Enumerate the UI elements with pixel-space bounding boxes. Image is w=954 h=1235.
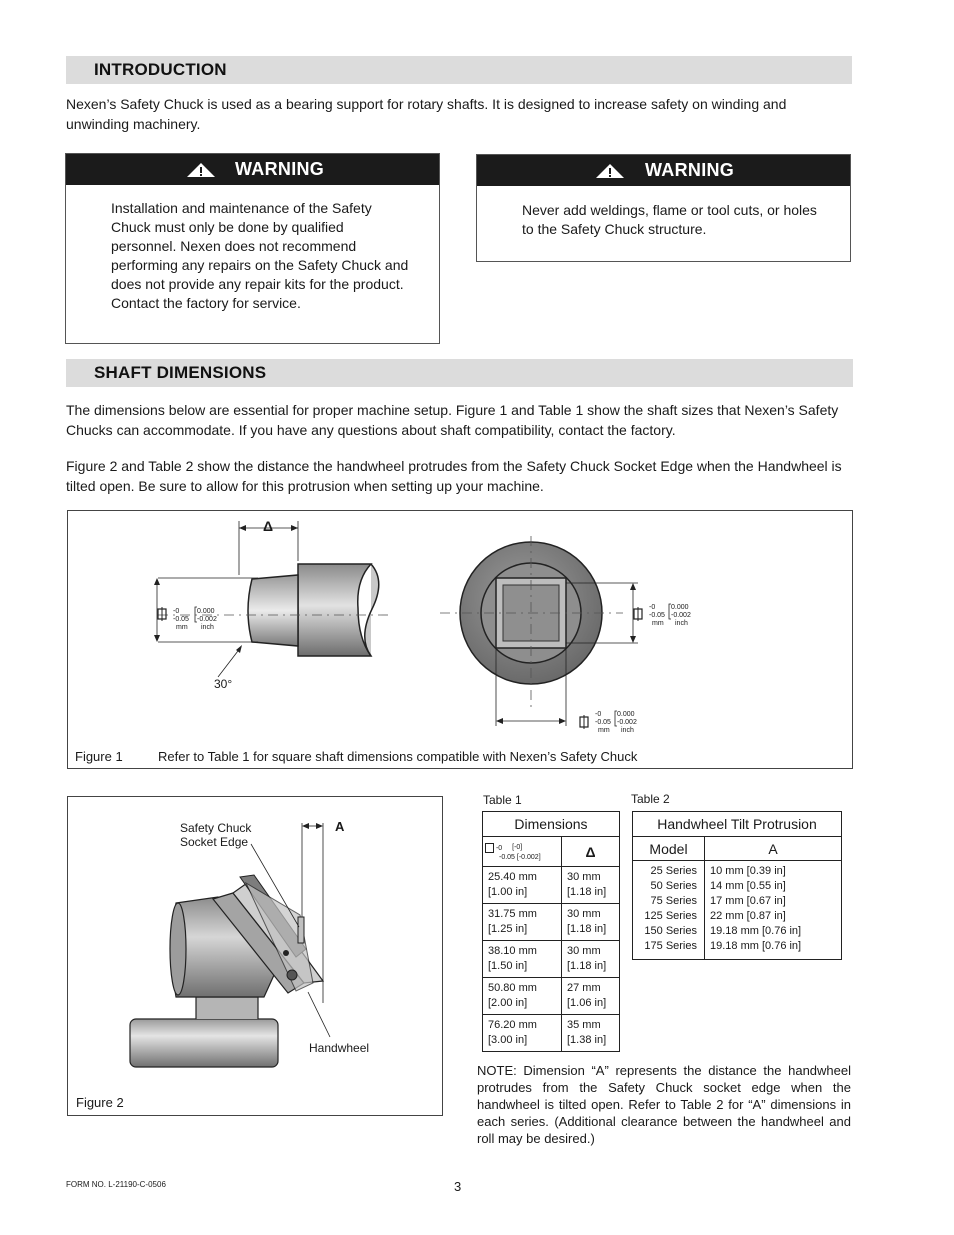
table-1-header: Dimensions bbox=[483, 812, 620, 837]
table-2-header: Handwheel Tilt Protrusion bbox=[633, 812, 842, 837]
table-1-delta-col: Δ bbox=[562, 837, 620, 867]
square-symbol-icon bbox=[158, 607, 166, 621]
tol-mm-2: -0.05 bbox=[595, 719, 611, 726]
square-symbol-icon bbox=[634, 607, 642, 621]
table-1-delta-cell bbox=[562, 904, 620, 941]
tolerance-label-2 bbox=[649, 604, 665, 628]
tolerance-label-2-inch bbox=[671, 604, 691, 628]
introduction-bar bbox=[66, 56, 852, 84]
figure-2-drawing bbox=[68, 797, 444, 1117]
table-1-delta-cell-in: [1.18 in] bbox=[567, 960, 607, 972]
table-1-delta-cell-mm: 30 mm bbox=[567, 871, 601, 883]
table-1-delta-cell-mm: 35 mm bbox=[567, 1019, 601, 1031]
table-2-value: 19.18 mm [0.76 in] bbox=[710, 940, 802, 952]
table-1-delta-cell-mm: 30 mm bbox=[567, 945, 601, 957]
table-1-size-cell bbox=[483, 1015, 562, 1052]
table-2-value: 10 mm [0.39 in] bbox=[710, 865, 786, 877]
table-1-size-cell-in: [3.00 in] bbox=[488, 1034, 528, 1046]
tol-inch-2: -0.002 bbox=[671, 612, 691, 619]
table-2-models bbox=[633, 861, 705, 960]
table-1-size-cell-mm: 31.75 mm bbox=[488, 908, 537, 920]
shaft-dimensions-title: SHAFT DIMENSIONS bbox=[94, 363, 267, 382]
tolerance-label-3 bbox=[595, 711, 611, 735]
figure-1-caption: Refer to Table 1 for square shaft dimensions compatible with Nexen’s Safety Chuck bbox=[158, 749, 638, 764]
warning-box-2 bbox=[476, 154, 851, 262]
safety-chuck-illustration bbox=[130, 875, 323, 1067]
introduction-text: Nexen’s Safety Chuck is used as a bearing support for rotary shafts. It is designed to increase safety on winding and unwinding machinery. bbox=[66, 96, 787, 132]
warning-title-1: WARNING bbox=[235, 159, 325, 179]
socket-label-line-1: Safety Chuck bbox=[180, 821, 252, 835]
tol-unit-inch: inch bbox=[201, 624, 214, 631]
table-1-row bbox=[483, 941, 620, 978]
figure-2-label: Figure 2 bbox=[76, 1095, 124, 1110]
shaft-side-view bbox=[154, 521, 393, 677]
table-1-size-cell-in: [1.25 in] bbox=[488, 923, 528, 935]
table-1-delta-cell-in: [1.18 in] bbox=[567, 886, 607, 898]
figure-1 bbox=[67, 510, 853, 769]
square-symbol-icon bbox=[485, 843, 494, 853]
table-1-row bbox=[483, 904, 620, 941]
warning-header-1 bbox=[66, 154, 439, 185]
table-2 bbox=[632, 811, 842, 960]
note-text: NOTE: Dimension “A” represents the distance the handwheel protrudes from the Safety Chuck socket edge when the handwheel is tilted open. Refer to Table 2 for “A” dimensions in each series. (Additional clearance between the handwheel and roll may be desired.) bbox=[477, 1063, 851, 1146]
table-1-size-cell-in: [1.00 in] bbox=[488, 886, 528, 898]
warning-box-1 bbox=[65, 153, 440, 344]
table-1-delta-cell bbox=[562, 941, 620, 978]
tol-unit-inch: inch bbox=[675, 620, 688, 627]
tol-inch-2: -0.002 bbox=[197, 616, 217, 623]
table-2-model: 50 Series bbox=[650, 880, 697, 892]
table-2-model: 25 Series bbox=[650, 865, 697, 877]
page-number: 3 bbox=[454, 1179, 462, 1194]
delta-label: Δ bbox=[263, 518, 274, 534]
tol-mm-1: -0 bbox=[595, 711, 602, 718]
table-2-caption: Table 2 bbox=[631, 792, 670, 806]
table-2-model: 150 Series bbox=[644, 925, 697, 937]
table-2-value: 14 mm [0.55 in] bbox=[710, 880, 786, 892]
tol-mm-2: -0.05 bbox=[649, 612, 665, 619]
warning-text-2: Never add weldings, flame or tool cuts, or holes to the Safety Chuck structure. bbox=[522, 202, 817, 237]
tolerance-label-3-inch bbox=[617, 711, 637, 735]
tol-unit-mm: mm bbox=[652, 620, 664, 627]
tolerance-label-1-inch bbox=[197, 608, 217, 632]
tol-unit-mm: mm bbox=[598, 727, 610, 734]
tol-mm-1: -0 bbox=[173, 608, 180, 615]
tol-mm-2: -0.05 bbox=[173, 616, 189, 623]
warning-title-2: WARNING bbox=[645, 160, 735, 180]
table-1-size-cell bbox=[483, 978, 562, 1015]
table-1-size-cell-in: [2.00 in] bbox=[488, 997, 528, 1009]
form-number: FORM NO. L-21190-C-0506 bbox=[66, 1180, 166, 1189]
table-2-col-a: A bbox=[705, 837, 842, 861]
table-1-delta-cell-in: [1.18 in] bbox=[567, 923, 607, 935]
table-2-model: 125 Series bbox=[644, 910, 697, 922]
table-1-size-cell-mm: 38.10 mm bbox=[488, 945, 537, 957]
table-1-size-cell-mm: 50.80 mm bbox=[488, 982, 537, 994]
square-symbol-icon bbox=[580, 715, 588, 729]
table-1-delta-cell bbox=[562, 867, 620, 904]
introduction-title: INTRODUCTION bbox=[94, 60, 227, 79]
table-1-row bbox=[483, 1015, 620, 1052]
table-1-tol-2: [-0] bbox=[512, 844, 523, 852]
table-1-size-cell bbox=[483, 867, 562, 904]
angle-label: 30° bbox=[214, 677, 233, 691]
table-1-delta-cell bbox=[562, 1015, 620, 1052]
table-1-size-cell-in: [1.50 in] bbox=[488, 960, 528, 972]
socket-label-line-2: Socket Edge bbox=[180, 835, 249, 849]
figure-2 bbox=[67, 796, 443, 1116]
table-1 bbox=[482, 811, 620, 1052]
tol-unit-mm: mm bbox=[176, 624, 188, 631]
table-2-values bbox=[705, 861, 842, 960]
warning-triangle-icon bbox=[186, 162, 216, 178]
table-1-size-cell bbox=[483, 904, 562, 941]
table-1-tol-3: -0.05 [-0.002] bbox=[499, 853, 541, 861]
table-1-delta-cell-in: [1.06 in] bbox=[567, 997, 607, 1009]
table-2-model: 175 Series bbox=[644, 940, 697, 952]
warning-triangle-icon bbox=[595, 163, 625, 179]
table-1-row bbox=[483, 867, 620, 904]
table-2-col-model: Model bbox=[633, 837, 705, 861]
shaft-dimensions-para-1: The dimensions below are essential for proper machine setup. Figure 1 and Table 1 show the shaft sizes that Nexen’s Safety Chucks can accommodate. If you have any questions about shaft compatibility, contact the factory. bbox=[66, 402, 839, 438]
table-1-size-col bbox=[483, 837, 562, 867]
table-2-value: 19.18 mm [0.76 in] bbox=[710, 925, 802, 937]
tol-inch-1: 0.000 bbox=[617, 711, 635, 718]
shaft-end-view bbox=[440, 536, 638, 726]
table-1-delta-cell-in: [1.38 in] bbox=[567, 1034, 607, 1046]
figure-1-label: Figure 1 bbox=[75, 749, 123, 764]
dim-a-label: A bbox=[335, 819, 345, 834]
tol-inch-1: 0.000 bbox=[671, 604, 689, 611]
table-2-value: 17 mm [0.67 in] bbox=[710, 895, 786, 907]
table-1-delta-cell-mm: 27 mm bbox=[567, 982, 601, 994]
figure-1-drawing bbox=[68, 511, 854, 770]
table-1-size-cell-mm: 25.40 mm bbox=[488, 871, 537, 883]
table-1-tol-1: -0 bbox=[495, 844, 503, 852]
tol-unit-inch: inch bbox=[621, 727, 634, 734]
warning-text-1: Installation and maintenance of the Safety Chuck must only be done by qualified personnel. Nexen does not recommend performing any repairs on the Safety Chuck and does not provide any repair kits for the product. Contact the factory for service. bbox=[111, 200, 409, 311]
table-1-size-cell-mm: 76.20 mm bbox=[488, 1019, 537, 1031]
table-1-delta-cell-mm: 30 mm bbox=[567, 908, 601, 920]
handwheel-label: Handwheel bbox=[309, 1041, 370, 1055]
table-1-delta-cell bbox=[562, 978, 620, 1015]
table-2-value: 22 mm [0.87 in] bbox=[710, 910, 786, 922]
table-2-model: 75 Series bbox=[650, 895, 697, 907]
warning-header-2 bbox=[477, 155, 850, 186]
socket-edge-label bbox=[180, 821, 251, 849]
tol-inch-1: 0.000 bbox=[197, 608, 215, 615]
shaft-dimensions-bar bbox=[66, 359, 853, 387]
tolerance-label-1 bbox=[173, 608, 189, 632]
tol-inch-2: -0.002 bbox=[617, 719, 637, 726]
tol-mm-1: -0 bbox=[649, 604, 656, 611]
table-1-row bbox=[483, 978, 620, 1015]
shaft-dimensions-para-2: Figure 2 and Table 2 show the distance the handwheel protrudes from the Safety Chuck Socket Edge when the Handwheel is tilted open. Be sure to allow for this protrusion when setting up your machine. bbox=[66, 458, 842, 494]
table-1-size-cell bbox=[483, 941, 562, 978]
table-1-caption: Table 1 bbox=[483, 793, 522, 807]
